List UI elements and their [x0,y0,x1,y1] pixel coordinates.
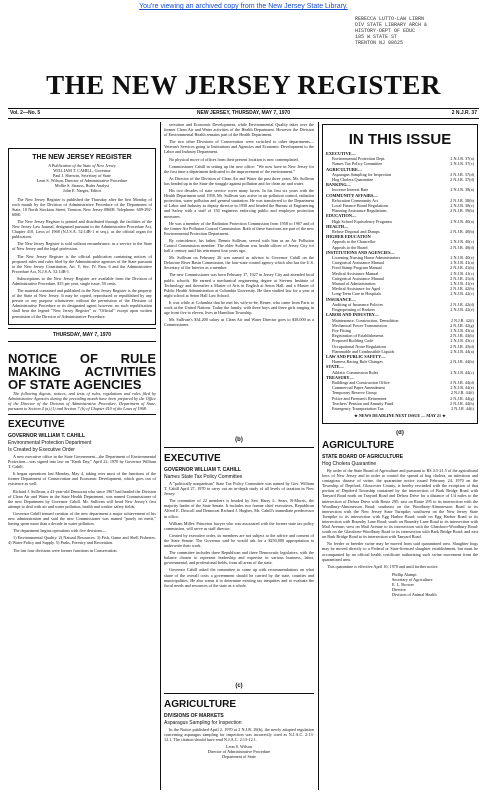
notice-intro: The following digests, notices, and texts of rules, regulations and rules filed by Administrative Agencies during the preceding month have been prepared by the Office of the Director of the Division of Administrative Procedure, Department of State, pursuant to Section 4 (a) (1) and Section 7 (b) of Chapter 410 of the Laws of 1968. [8,390,156,411]
notice-paragraph: A new executive office in the State Government—the Department of Environmental Protection—was signed into law on "Earth Day," April 22, 1970 by Governor William T. Cahill. [8,454,156,470]
tax-paragraph: William Miller, Princeton lawyer who was associated with the former state tax policy commission, will serve as staff director. [164,520,314,531]
toc-entry-ref: 2 N.J.R. 38(b) [450,197,474,203]
tax-paragraph: Created by executive order, its members are not subject to the advice and consent of the State Senate. The Governor said he would ask for a $250,000 appropriation to underwrite their work. [164,532,314,549]
toc-entry-ref: 2 N.J.R. 41(b) [450,265,474,271]
toc-entry-ref: 2 N.J.R. 41(c) [450,270,474,276]
hog-signature-line: Division of Animal Health [392,592,437,598]
agri-section: AGRICULTURE [164,699,237,710]
register-info-box [8,148,156,325]
toc-entry-title: Police and Firemen's Retirement [332,395,387,401]
notice-paragraph: It began operations last Monday, May 4, taking over most of the functions of the former Department of Conservation and Economic Development, which goes out of existence as well. [8,471,156,487]
toc-entry-title: Fire Fitting [332,327,351,333]
toc-group-heading: LABOR AND INDUSTRY— [326,312,380,318]
archive-banner [0,0,487,14]
issue-date: NEW JERSEY, THURSDAY, MAY 7, 1970 [196,110,291,116]
toc-entry-title: Categorical Assistance Manual [332,260,384,266]
toc-entry-ref: 2 N.J.R. 41(d) [450,275,474,281]
article-caption-d: (d) [396,430,404,436]
article-paragraph: Commissioner Cahill in setting up the new office: "We now have in New Jersey for the first time a department dedicated to the improvement of the environment." [164,163,314,174]
toc-entry-title: Medical Assistance for Aged [332,286,381,292]
tax-paragraph: The committee includes three Republican and three Democratic legislators, with the balance chosen to represent leadership and expertise in various business, labor, governmental, and professional fields, from all areas of the state. [164,550,314,566]
officer: Leon S. Wilson, Director of Administrative Procedure [36,178,128,184]
right-column-agriculture [322,430,478,790]
register-paragraph: Subscriptions to the New Jersey Register are available from the Division of Administrative Procedure, $15 per year, single issue, 50 cents. [12,275,152,286]
toc-entry-title: Proposed Building Code [332,338,374,344]
toc-entry-title: Appeals to the Board [332,244,368,250]
tax-paragraph: Governor Cahill asked the committee to come up with recommendations on what share of the overall costs a government should be carried by the state, counties and municipalities. He also wants it to determine existing tax inequities and to evaluate the fiscal needs and resources of the state as a whole. [164,567,314,588]
toc-entry-ref: 2 N.J.R. 42(d) [450,301,474,307]
toc-entry-ref: 2 N.J.R. 43(d) [450,343,474,349]
register-paragraph: The New Jersey Register is the official publication containing notices of proposed rules and rules filed by the Administrative agencies of the State pursuant to the New Jersey Constitution, Art. V, Sec. IV, Para. 6 and the Administrative Procedure Act, N.J.S.A. 52:14B-1. [12,253,152,274]
toc-entry-ref: 2 N.J.R. 42(c) [450,291,474,297]
toc-entry-ref: 2 N.J.R. 44(h) [450,400,474,406]
toc-entry-ref: 2 N.J.R. 37(d) [450,177,474,183]
tax-paragraph: A "politically nonpartisan" State Tax Policy Committee was named by Gov. William T. Cahill April 27, 1970 to carry out an in-depth study of all levels of taxation in New Jersey. [164,481,314,497]
toc-entry-title: Planning Assistance Regulations [332,208,387,214]
toc-group-heading: EDUCATION— [326,213,357,219]
tax-section: EXECUTIVE [164,453,221,464]
article-paragraph: His two decades of state service cover many facets. In his first six years with the Health Department until 1958, Mr. Sullivan was active in air pollution control, radiation protection, water pollution and general sanitation. He was transferred to the Department of Labor and Industry as deputy director in 1958 and headed the Bureau of Engineering and Safety with a staff of 150 engineers enforcing public and employee protection measures. [164,188,314,219]
toc-group-heading: AGRICULTURE— [326,166,363,172]
toc-entry-title: Athletic Commission Rules [332,369,379,375]
toc-group-heading: BANKING— [326,182,351,188]
toc-entry-title: Temporary Reserve Group [332,390,377,396]
toc-entry-title: Auditing of Insurance Policies [332,301,384,307]
toc-entry-title: Appeals to the Chancellor [332,239,376,245]
hog-paragraph: By order of the State Board of Agriculture and pursuant to RS 4:5-21.5 of the agricultural laws of New Jersey and in order to control the spread of hog cholera, an infectious and contagious disease of swine, the quarantine notice issued February 24, 1970 on the Township of Deptford, Gloucester County, is hereby rescinded with the exception of that portion of Deptford Township contained by the intersection of Bark Bridge Road with Tanyard Road north on Tanyard Road and Delsea Drive for a distance of 1/4 miles to the intersection of Delsea Drive with Route 295; east on Route 295 to its intersection with the Woodbury-Almonesson Road; southeast on the Woodbury-Almonesson Road to its intersection with the New Jersey State Turnpike; southwest on the New Jersey State Turnpike to its intersection with Egg Harbor Road; south on Egg Harbor Road to its intersection with Boundry Lane Road; south on Boundry Lane Road to its intersection with Mail Avenue; west on Mail Avenue to its intersection with the Glassboro-Woodbury Road; south on the Glassboro-Woodbury Road to its intersection with Bark Bridge Road; and east on Bark Bridge Road to its intersection with Tanyard Road. [322,468,478,540]
volume-number: Vol. 2—No. 5 [10,110,41,116]
notice-paragraph: Governor Cahill termed creation of the new department a major achievement of his new administration and said the new Commissioner was named "purely on merit," having spent more than a decade in water pollution. [8,510,156,527]
agri-signature: Leon S. Wilson [226,744,252,750]
tax-topic: Names State Tax Policy Committee [164,474,243,480]
register-subtitle: A Publication of the State of New Jersey [48,163,116,168]
toc-group-heading: HEALTH— [326,223,349,229]
article-paragraph: Mr. Sullivan's $34,200 salary as Clean Air and Water Director goes to $38,000 as a Commissioner. [164,317,314,328]
masthead-title: THE NEW JERSEY REGISTER [46,70,441,100]
toc-entry-ref: 2 N.J.R. 42(e) [450,307,474,313]
toc-entry-title: Increase Interest Rate [332,187,369,193]
column-divider [160,122,161,790]
toc-entry-ref: 2 N.J.R. 37(c) [450,161,474,167]
register-paragraph: The New Jersey Register is published the Thursday after the first Monday of each month by the Division of Administrative Procedure of the Department of State, 10 North Stockton Street, Trenton, New Jersey 08608. Telephone: 609-292-6060. [12,196,152,217]
middle-column-tax [164,450,314,680]
toc-entry-title: Relocation Community Act [332,197,379,203]
dateline [8,108,479,119]
hog-signature [392,572,478,597]
notice-section: EXECUTIVE [8,419,65,430]
hog-signature-line: Phillip Alampi [392,571,417,577]
toc-entry-ref: 2 N.J.R. 43(a) [450,327,474,333]
toc-entry-ref: 2 N.J.R. 40(b) [450,229,474,235]
toc-entry-title: Flammable and Combustible Liquids [332,348,395,354]
article-paragraph: He was a member of the Radiation Protection Commission from 1958 to 1967 and of the former Air Pollution Control Commission. Both of these functions are part of the new Environmental Protection Department. [164,220,314,236]
register-paragraph: The New Jersey Register is sold without encumbrance, as a service to the State of New Jersey and the legal profession. [12,241,152,252]
hog-signature-line: Director [392,587,406,593]
toc-entry-ref: 2 N.J.R. 43(c) [450,338,474,344]
toc-entry-ref: 2 N.J.R. 42(g) [450,322,474,328]
in-this-issue-box [322,124,478,424]
tax-paragraph: The committee of 22 members is headed by Sen. Harry L. Sears, R-Morris, the majority leader of the State Senate. It includes two former chief executives, Republican Alfred E. Driscoll and Democrat Richard J. Hughes, Mr. Cahill's immediate predecessor in office. [164,498,314,519]
notice-title: NOTICE OF RULE MAKING ACTIVITIES OF STATE AGENCIES [8,350,156,392]
toc-entry-title: Categorical Assistance Manual [332,275,384,281]
article-paragraph: servation and Economic Development, while Environmental Quality takes over the former Clean Air and Water activities of the Health Department. However the Division of Environmental Health remains part of the Health Department. [164,122,314,138]
toc-entry-ref: 2 N.J.R. 39(b) [450,208,474,214]
tax-office: GOVERNOR WILLIAM T. CAHILL [164,467,241,473]
toc-entry-ref: 2 N.J.R. 41(e) [450,281,474,287]
toc-entry-title: Emergency Transportation Tax [332,405,384,411]
toc-entry-title: Long-Term Care in Hospitals [332,291,382,297]
toc-list [326,151,474,411]
toc-entry[interactable] [326,406,474,411]
register-paragraph: The material contained and published in the New Jersey Register is the property of the State of New Jersey. It may be copied, reproduced or republished by any person or any purpose whatsoever without the permission of the Division of Administrative Procedure or its designated agent; however, no such republication shall bear the legend "New Jersey Register" or "Official" except upon written permission of the Director of Administrative Procedure. [12,288,152,319]
officer: WILLIAM T. CAHILL, Governor [53,168,111,174]
toc-entry-ref: 2 N.J.R. 38(a) [450,187,474,193]
toc-entry-title: Registration of Establishments [332,333,384,339]
article-paragraph: The new Commissioner was born February 17, 1927 in Jersey City and attended local public schools. He earned a mechanical engineering degree at Stevens Institute of Technology and thereafter a Master of Arts in English at Seton Hall, and a Master of Public Health Administration at Columbia University. He then studied law for a year at night school at Seton Hall Law School. [164,272,314,298]
news-deadline: ★ NEWS DEADLINE NEXT ISSUE — MAY 21 ★ [354,413,446,419]
agri-office: DIVISIONS OF MARKETS [164,713,224,719]
toc-entry-ref: 2 N.J.R. 44(f) [450,390,474,396]
toc-entry-title: Harness Racing Rule Changes [332,359,383,365]
toc-group-heading: COMMUNITY AFFAIRS— [326,192,378,198]
register-title: THE NEW JERSEY REGISTER [32,154,132,161]
toc-entry-title: Refuse Disposal and Dumps [332,229,380,235]
toc-group-heading: STATE— [326,364,344,370]
toc-entry-title: High School Equivalency Programs [332,218,393,224]
toc-entry-title: Environmental Protection Dept. [332,156,386,162]
toc-entry-ref: 2 N.J.R. 40(c) [450,239,474,245]
middle-column-agriculture [164,696,314,790]
toc-entry-title: Names Tax Policy Committee [332,161,383,167]
hog-paragraph: No feeder or breeder swine may be moved from said quarantined area. Slaughter hogs may be moved directly to a Federal or State-licensed slaughter establishment, but must be accompanied by an official health certificate authorizing such swine movement from the quarantined area. [322,541,478,562]
toc-entry-ref: 2 N.J.R. 43(b) [450,333,474,339]
toc-entry-title: Buildings and Construction Office [332,379,390,385]
toc-group-heading: INSURANCE— [326,296,356,302]
article-paragraph: As Director of the Division of Clean Air and Water the past three years, Mr. Sullivan has headed up in the State the struggle against pollution and for clean air and water. [164,175,314,186]
toc-entry-title: Food Stamp Program Manual [332,265,382,271]
agri-signature: Department of State [222,754,256,760]
archive-banner-link[interactable]: You're viewing an archived copy from the New Jersey State Library. [139,3,348,10]
toc-entry-ref: 2 N.J.R. 44(c) [450,369,474,375]
toc-entry-title: Maintenance, Construction, Demolition [332,317,399,323]
officer: Mollie S. Strauss, Rules Analyst [54,183,110,189]
toc-entry-ref: 2 N.J.R. 40(a) [450,218,474,224]
toc-entry-title: Mechanical Power Transmission [332,322,387,328]
toc-group-heading: TREASURY— [326,374,354,380]
toc-entry-ref: 2 N.J.R. 40(e) [450,255,474,261]
toc-entry-title: Commercial Paper Amendment [332,385,385,391]
notice-topic: Environmental Protection Department [8,440,92,446]
page-ref: 2 N.J.R. 37 [451,110,477,116]
toc-group-heading: INSTITUTIONS AND AGENCIES— [326,249,395,255]
toc-entry-ref: 2 N.J.R. 44(e) [450,385,474,391]
toc-group-heading: EXECUTIVE— [326,151,356,156]
stamp-line: HISTORY-DEPT OF EDUC [355,28,416,34]
library-stamp [355,16,483,46]
article-paragraph: By coincidence, his father, Dennis Sullivan, served with him as an Air Pollution Control Commission member. The elder Sullivan was health officer of Jersey City for half a century until his retirement four years ago. [164,237,314,254]
hog-section: AGRICULTURE [322,440,395,451]
agri-topic: Asparagus Sampling for Inspection [164,720,242,726]
agri-paragraph: In the Notice published April 2, 1970 at 2 N.J.R. 29(b), the newly adopted regulation concerning asparagus sampling for inspection was incorrectly cited as N.J.A.C. 2:13-12.1. The citation should have read N.J.A.C. 2:13-12.1. [164,727,314,743]
toc-entry-ref: 2 N.J.R. 42(b) [450,286,474,292]
notice-paragraph: The department begins operations with five divisions— [13,528,107,534]
article-paragraph: Mr. Sullivan on February 26 was named as advisor to Governor Cahill on the Delaware River Basin Commission, the four-state control agency which also has the U.S. Secretary of the Interior as a member. [164,255,314,271]
register-paragraph: The New Jersey Register is printed and distributed through the facilities of the New Jersey Law Journal, designated pursuant to the Administrative Procedure Act, Chapter 410, Laws of 1968 (N.J.S.A. 52:14B-1 et seq.), as the official organ for publication. [12,218,152,240]
toc-entry-ref: 2 N.J.R. 37(d) [450,171,474,177]
toc-entry-title: Medical Assistance Manual [332,270,379,276]
section-rule [164,447,314,448]
toc-entry-title: Manual of Administration [332,281,376,287]
hog-signature-line: Secretary of Agriculture [392,576,433,582]
article-caption-b: (b) [235,437,243,443]
notice-office: GOVERNOR WILLIAM T. CAHILL [8,433,85,439]
toc-group-heading: LAW AND PUBLIC SAFETY— [326,353,386,359]
toc-entry-title: Local Finance Board Regulations [332,203,389,209]
agri-signature: Director of Administrative Procedure [207,749,271,755]
article-paragraph: The two other Divisions of Conservation were switched to other departments—Veteran's Services going to Institutions and Agencies and Economic Development to the Labor and Industry Department. [164,139,314,155]
stamp-line: DIV STATE LIBRARY ARCH & [355,22,428,28]
hog-signature-line: E. L. Brower [392,581,414,587]
left-column [8,122,156,790]
notice-paragraph: The last four divisions were former functions in Conservation. [13,547,118,553]
toc-group-heading: HIGHER EDUCATION [326,234,371,240]
notice-paragraph: 1) Environmental Quality. 2) Natural Resources. 3) Fish, Game and Shell Fisheries. 4) Water Policy and Supply. 5) Parks, Forestry and Recreation. [8,535,156,546]
toc-title: IN THIS ISSUE [348,131,452,148]
hog-office: STATE BOARD OF AGRICULTURE [322,454,403,460]
toc-entry-ref: 2 N.J.R. 37(a) [450,156,474,162]
toc-entry-title: Hog Cholera Quarantine [332,177,374,183]
toc-entry-ref: 2 N.J.R. 44(i) [451,405,474,411]
middle-column-top [164,122,314,422]
toc-entry-title: Licensing Nursing Home Administrators [332,255,401,261]
officer: John E. Narges, Editor [63,188,101,194]
toc-entry-ref: 2 N.J.R. 38(c) [450,203,474,209]
stamp-line: REBECCA LUTTO-LAW LIBRN [355,16,425,22]
notice-paragraph: Richard J. Sullivan, a 43-year-old Democrat who since 1967 had headed the Division of Clean Air and Water in the State Health Department, was named Commissioner of the new Department by Governor Cahill. Mr. Sullivan will head New Jersey's first attempt to deal with air and water pollution, health and worker safety fields. [8,488,156,509]
toc-entry-ref: 2 N.J.R. 41(a) [450,260,474,266]
column-divider [318,122,319,790]
stamp-line: 185 W STATE ST [355,34,398,40]
toc-entry-ref: 2 N.J.R. 44(d) [450,379,474,385]
article-paragraph: No physical move of offices from their present location is now contemplated. [169,156,299,162]
toc-entry-ref: 2 N.J.R. 44(g) [450,395,474,401]
toc-entry-ref: 2 N.J.R. 42(f) [450,317,474,323]
register-date: THURSDAY, MAY 7, 1970 [52,331,112,338]
toc-entry-title: Teachers' Pension and Annuity Fund [332,400,394,406]
toc-entry-title: Occupational Noise Regulations [332,343,387,349]
notice-subtopic: Is Created by Executive Order [8,447,75,453]
toc-entry-ref: 2 N.J.R. 40(d) [450,244,474,250]
hog-topic: Hog Cholera Quarantine [322,461,377,467]
article-paragraph: It was while at Columbia that he met his wife-to-be, Renee, who came from Paris to work at the United Nations. Today the family, with three boys and three girls ranging in age from five to eleven, lives in Hamilton Township. [164,299,314,316]
officer: Paul J. Sherwin, Secretary of State [52,173,112,179]
toc-entry-ref: 2 N.J.R. 44(b) [450,359,474,365]
toc-entry-ref: 2 N.J.R. 44(a) [450,348,474,354]
toc-entry-title: Asparagus Sampling for Inspection [332,171,392,177]
section-rule [164,693,314,694]
hog-paragraph: This quarantine is effective April 10, 1970 and until further notice. [327,563,439,569]
toc-entry-title: Fingerprinting of Brokers [332,307,376,313]
article-caption-c: (c) [235,683,243,689]
stamp-line: TRENTON NJ 08625 [355,40,404,46]
